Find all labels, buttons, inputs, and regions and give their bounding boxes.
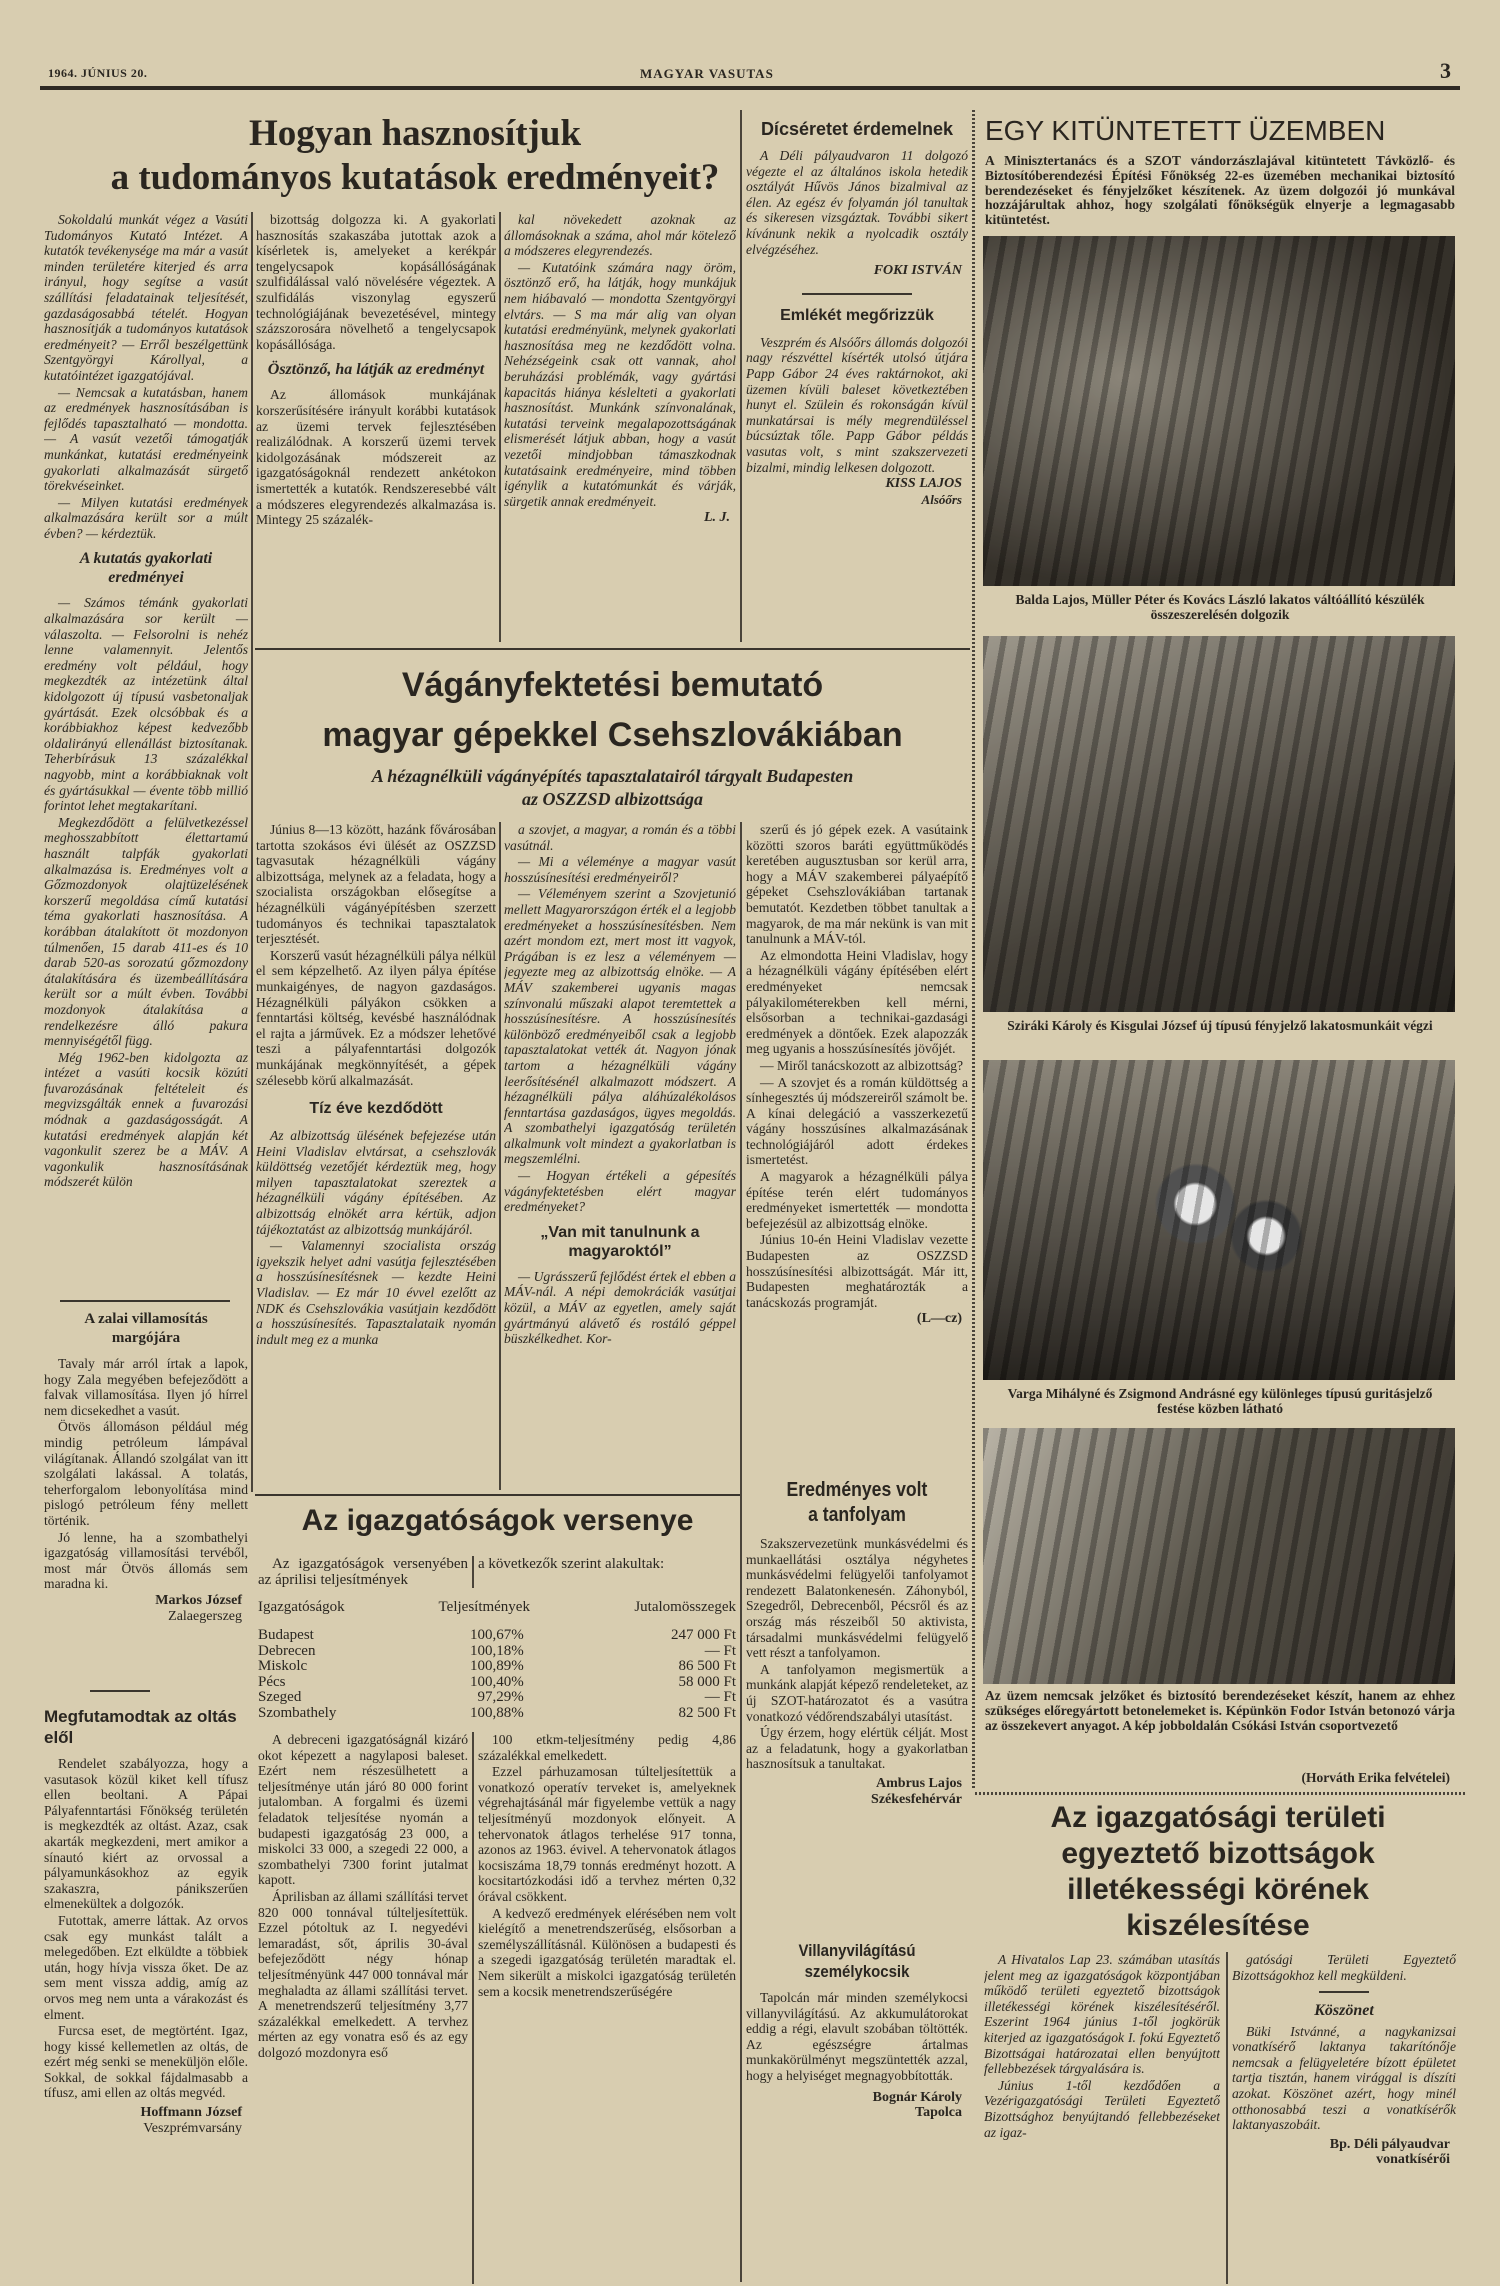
performance-value: 100,88% [469, 1704, 524, 1721]
paragraph-group [746, 822, 968, 1310]
performance-value: 100,18% [469, 1642, 524, 1659]
paragraph: — Kutatóink számára nagy öröm, ösztönző erő, ha látják, hogy munkájuk nem hiábavaló — mondotta Szentgyörgyi elvtárs. — S ma már alig van olyan kutatási eredményünk, melynek gyakorlati hasznosítása meg ne kezdődött volna. Nehézségeink csak ott vannak, ahol beruházási problémák, vagy gyártási kapacitás hiánya késlelteti a gyakorlati hasznosítást. Munkánk színvonalának, kutatási terveink megalapozottságának elismerését látjuk abban, hogy a vasút vezetői mindjobban támaszkodnak kutatásaink eredményeire, mind többen igénylik a kutatómunkát és várják, sürgetik annak eredményeit. [504, 259, 736, 509]
paragraph-group [256, 1128, 496, 1347]
paragraph: Az elmondotta Heini Vladislav, hogy a hézagnélküli vágány építésében elért eredményeket nemcsak pályakilométerekben kell mérni, elsősorban a technikai-gazdasági eredmények a döntőek. Ezek alapozzák meg ugyanis a hosszúsínesítés jövőjét. [746, 947, 968, 1057]
masthead-paper-name: MAGYAR VASUTAS [640, 66, 774, 81]
paragraph: Ötvös állomáson például még mindig petróleum lámpával világítanak. Állandó szolgálat van itt szolgálati lakással. A tolatás, teherforgalom lebonyolítása mind pislogó petróleum fény mellett történik. [44, 1419, 248, 1528]
paragraph: A magyarok a hézagnélküli pálya építése terén elért tudományos eredményeket ismertették — mondotta befejezésül az albizottság elnöke. [746, 1169, 968, 1231]
paragraph: — Valamennyi szocialista ország igyekszik helyet adni vasútja fejlesztésében a hosszúsínesítésnek — kezdte Heini Vladislav. — Ez már 10 évvel ezelőtt az NDK és Csehszlovákia vasútjain kezdődött a hosszúsínesítés. Tapasztalataik nyomán indult meg ez a munka [256, 1238, 496, 1347]
zala-title: A zalai villamosítás margójára [84, 1311, 208, 1346]
thanks-signature-2: vonatkísérői [1376, 2152, 1450, 2168]
paragraph: Az albizottság ülésének befejezése után Heini Vladislav elvtársat, a csehszlovák küldöttség vezetőjét kérdeztük meg, hogy milyen tapasztalatokat szereztek a hézagnélküli vágány építésében. Az albizottság elnökét arra kértük, adjon tájékoztatást az albizottság munkájáról. [256, 1128, 496, 1237]
committee-col-left [984, 1952, 1220, 2284]
performance-value: 100,40% [469, 1673, 524, 1690]
paragraph: Áprilisban az állami szállítási tervet 820 000 tonnával túlteljesítettük. Ezzel pótoltuk az I. negyedévi lemaradást, sőt, április 30-ával befejeződött négy hónap teljesítményünk 447 000 tonnával már meghaladta az állami szállítási tervet. A menetrendszerű teljesítmény 3,77 százalékkal emelkedett. A tervhez mérten az egy vonatra eső és az egy dolgozó mozdonyra eső [258, 1888, 468, 2060]
contest-table-header: Igazgatóságok Teljesítmények Jutalomösszegek [258, 1599, 736, 1615]
committee-headline: Az igazgatósági területi egyeztető bizottságok illetékességi körének kiszélesítése [1050, 1801, 1386, 1942]
research-col-1 [44, 212, 248, 1302]
reward-amount: — Ft [704, 1642, 736, 1659]
track-subtitle: A hézagnélküli vágányépítés tapasztalatairól tárgyalt Budapesten az OSZZSD albizottsága [371, 766, 854, 809]
memory-place: Alsóőrs [921, 491, 962, 507]
paragraph-group [746, 335, 968, 475]
vaccine-place: Veszprémvarsány [143, 2120, 242, 2136]
photo-caption-2: Sziráki Károly és Kisgulai József új típusú fényjelző lakatosmunkáit végzi [1007, 1018, 1433, 1033]
paragraph-group [44, 212, 248, 541]
course-place: Székesfehérvár [871, 1791, 962, 1807]
paragraph: — Milyen kutatási eredmények alkalmazására került sor a múlt évben? — kérdeztük. [44, 494, 248, 541]
paragraph-group [1232, 1952, 1456, 1983]
paragraph-group [984, 1952, 1220, 2140]
thanks-title: Köszönet [1314, 2001, 1374, 2019]
reward-amount: — Ft [704, 1689, 736, 1705]
paragraph: gatósági Területi Egyeztető Bizottságokhoz kell megküldeni. [1232, 1952, 1456, 1983]
paragraph: Jó lenne, ha a szombathelyi igazgatóság villamosítási tervéből, most már Ötvös állomás sem maradna ki. [44, 1529, 248, 1592]
directorate-name: Szombathely [258, 1704, 337, 1721]
photo-concrete-worker [983, 1428, 1455, 1684]
reward-amount: 82 500 Ft [678, 1704, 736, 1721]
contest-col-right [478, 1732, 736, 2284]
performance-value: 97,29% [477, 1689, 524, 1705]
contest-intro-left: Az igazgatóságok versenyében az áprilisi teljesítmények [258, 1556, 468, 1588]
paragraph: Sokoldalú munkát végez a Vasúti Tudományos Kutató Intézet. A kutatók tevékenysége ma már a vasút minden területére kiterjed és arra irányul, hogy segítse a vasút szállítási feladatainak teljesítését, gazdaságosabbá tételét. Hogyan hasznosítják a tudományos kutatások eredményeit? — Erről beszélgettünk Szentgyörgyi Károllyal, a kutatóintézet igazgatójával. [44, 212, 248, 383]
vaccine-signature: Hoffmann József [140, 2105, 242, 2121]
thanks-signature: Bp. Déli pályaudvar [1329, 2136, 1450, 2152]
paragraph-group [504, 212, 736, 509]
research-subheading: A kutatás gyakorlati eredményei [79, 550, 213, 587]
track-col-1 [256, 822, 496, 1490]
lighting-title: Villanyvilágítású személykocsik [798, 1941, 916, 1981]
paragraph: kal növekedett azoknak az állomásoknak a száma, ahol már kötelező a módszeres elegyrendezés. [504, 212, 736, 259]
contest-table-row [258, 1675, 736, 1691]
masthead-date: 1964. JÚNIUS 20. [48, 66, 148, 80]
praise-signature: FOKI ISTVÁN [873, 263, 962, 279]
directorate-name: Debrecen [258, 1642, 316, 1659]
paragraph: A debreceni igazgatóságnál kizáró okot képezett a nagylaposi baleset. Ezért nem részesülhetett a teljesítménye után járó 80 000 forint jutalomban. A forgalmi és üzemi feladatok teljesítése nyomán a budapesti igazgatóság 23 000, a miskolci 33 000, a szegedi 22 000, a szombathelyi 7300 forint jutalmat kapott. [258, 1732, 468, 1888]
paragraph: — A szovjet és a román küldöttség a sínhegesztés új módszereiről számolt be. A kínai delegáció a vasszerkezetű vágány hosszúsínes alkalmazásának technológiájáról adott érdekes ismertetést. [746, 1074, 968, 1168]
paragraph: szerű és jó gépek ezek. A vasútaink közötti szoros baráti együttműködés keretében augusztusban sor kerül arra, hogy a MÁV szakemberei pályaépítő gépeket Csehszlovákiában tartanak bemutatót. Kezdetben többet tanultak a magyarok, de ma már nekünk is van mit tanulnunk a MÁV-tól. [746, 822, 968, 947]
course-article [746, 1468, 968, 1918]
paragraph: — Hogyan értékeli a gépesítés vágányfektetésben elért magyar eredményeket? [504, 1168, 736, 1215]
page-number: 3 [1440, 58, 1451, 83]
paragraph-group [746, 148, 968, 257]
photo-credit: (Horváth Erika felvételei) [1301, 1770, 1450, 1785]
masthead-rule [40, 86, 1460, 90]
performance-value: 100,89% [469, 1658, 524, 1674]
memory-title: Emlékét megőrizzük [780, 306, 934, 324]
paragraph-group [44, 1356, 248, 1592]
memory-signature: KISS LAJOS [885, 476, 962, 492]
contest-table-row [258, 1706, 736, 1722]
paragraph: Korszerű vasút hézagnélküli pálya nélkül el sem képzelhető. Az ilyen pálya építése munkaigényes, de nagyon gazdaságos. Hézagnélküli pályákon csökken a fenntartási költség, kevésbé használódnak el rajta a járművek. Ez a módszer lehetővé teszi a pályafenntartási dolgozók munkájának megkönnyítését, a gépek szélesebb körű alkalmazását. [256, 947, 496, 1088]
contest-table [258, 1600, 736, 1721]
contest-intro-right: a következők szerint alakultak: [478, 1556, 665, 1572]
paragraph-group [504, 1269, 736, 1347]
contest-col-left [258, 1732, 468, 2284]
track-col-3 [746, 822, 968, 1460]
zala-article [44, 1306, 248, 1676]
paragraph-group [478, 1732, 736, 1999]
paragraph: — Számos témánk gyakorlati alkalmazására sor került — válaszolta. — Felsorolni is nehéz lenne valamennyit. Jelentős eredmény volt például, hogy megkezdték az intézetünk által kidolgozott új típusú vasbetonaljak gyártását. Ezek olcsóbbak és a korábbiakhoz képest kedvezőbb oldalirányú ellenállást biztosítanak. Teherbírásuk 13 százalékkal nagyobb, mint a korábbiaknak volt és gyártásukkal — évente több millió forintot lehet megtakarítani. [44, 595, 248, 814]
performance-value: 100,67% [469, 1627, 524, 1643]
directorate-name: Miskolc [258, 1658, 308, 1674]
paragraph: Az állomások munkájának korszerűsítésére irányult korábbi kutatások az üzemi tervek fejlesztésében realizálódnak. A korszerű üzemi tervek kidolgozásának módszereit az igazgatóságoknál rendezett ankétokon ismertették a kutatók. Rendszeresebbé vált a módszeres elegyrendezés alkalmazása is. Mintegy 25 százalék- [256, 387, 496, 528]
paragraph-group [746, 1536, 968, 1772]
paragraph-group [256, 387, 496, 527]
paragraph: Szakszervezetünk munkásvédelmi és munkaellátási osztálya négyhetes munkásvédelmi felügyelői tanfolyamot rendezett Balatonkenesén. Záhonyból, Szegedről, Debrecenből, Pécsről és az ország más részeiből 50 aktivista, társadalmi munkásvédelmi felügyelő vett részt a tanfolyamon. [746, 1536, 968, 1661]
paragraph: A Déli pályaudvaron 11 dolgozó végezte el az általános iskola hetedik osztályát Hűvös János bizalmival az élen. Az egész év folyamán jól tanultak és sikeresen vizsgáztak. További sikert kívánunk nekik a nyolcadik osztály elvégzéséhez. [746, 148, 968, 257]
paragraph: Június 1-től kezdődően a Vezérigazgatósági Területi Egyeztető Bizottsághoz benyújtandó fellebbezéseket az igaz- [984, 2077, 1220, 2140]
photo-caption-4: Az üzem nemcsak jelzőket és biztosító berendezéseket készít, hanem az ehhez szükséges előregyártott betonelemeket is. Képünkön Fodor István betonozó várja az összekevert anyagot. A kép jobboldalán Csókási István csoportvezető [985, 1688, 1455, 1733]
paragraph: — Nemcsak a kutatásban, hanem az eredmények hasznosításában is fejlődés tapasztalható — mondotta. — A vasút vezetői támogatják munkánkat, kutatási eredményeink gyakorlati alkalmazását sürgető törekvéseinket. [44, 384, 248, 494]
track-signature: (L—cz) [916, 1311, 962, 1327]
zala-signature: Markos József [155, 1592, 242, 1608]
paragraph: Június 8—13 között, hazánk fővárosában tartotta szokásos évi ülését az OSZZSD tagvasutak hézagnélküli vágány albizottsága, melynek az a feladata, hogy a szocialista országokban elősegítse a hézagnélküli vágányépítésben szerzett tudományos és technikai tapasztalatok terjesztését. [256, 822, 496, 947]
photo-caption-1: Balda Lajos, Müller Péter és Kovács László lakatos váltóállító készülék összeszerelésén dolgozik [1015, 592, 1425, 622]
zala-place: Zalaegerszeg [168, 1608, 242, 1624]
research-col-2 [256, 212, 496, 642]
committee-col-right [1232, 1952, 1456, 2284]
paragraph: Futottak, amerre láttak. Az orvos csak egy munkást talált a melegedőben. Ezt elküldte a többiek után, hogy hívja vissza őket. De az sem ment vissza addig, amíg az orvos meg nem unta a várakozást és elment. [44, 1912, 248, 2022]
contest-table-row [258, 1690, 736, 1706]
contest-table-row [258, 1659, 736, 1675]
photo-signal-lights [983, 1060, 1455, 1380]
paragraph: Rendelet szabályozza, hogy a vasutasok közül kiket kell tífusz ellen beoltani. A Pápai Pályafenntartási Főnökség területén is megkezdték az oltást. Azaz, csak akarták megkezdeni, mert amikor a sínautó kiért az orvossal a pályamunkásokhoz az egyik szakaszra, pánikszerűen elmenekültek a dolgozók. [44, 1756, 248, 1912]
reward-amount: 58 000 Ft [678, 1673, 736, 1690]
contest-title: Az igazgatóságok versenye [301, 1504, 694, 1537]
paragraph: Június 10-én Heini Vladislav vezette Budapesten az OSZZSD hosszúsínesítési albizottságát. Már itt, Budapesten meghatározták a tanácskozás programját. [746, 1232, 968, 1310]
research-title-line2: a tudományos kutatások eredményeit? [110, 157, 720, 198]
directorate-name: Budapest [258, 1627, 314, 1643]
paragraph: Megkezdődött a felülvetkezéssel meghosszabbított élettartamú használt talpfák gyakorlati alkalmazása is. Eredményes volt a Gőzmozdonyok olajtüzelésének korszerű megoldása című kutatási téma gyakorlati hasznosítása. A korábban átalakított öt mozdonyon túlmenően, 15 darab 411-es és 10 darab 520-as sorozatú gőzmozdony átalakítására és üzembeállítására került sor a múlt évben. További mozdonyok átalakítása a rendelkezésre álló pakura mennyiségétől függ. [44, 814, 248, 1049]
paragraph: A Hivatalos Lap 23. számában utasítás jelent meg az igazgatóságok központjában működő területi egyeztető bizottságok illetékességi körének kiszélesítéséről. Eszerint 1964 június 1-től jogkörük kiterjed az igazgatóságok I. fokú Egyeztető Bizottságai határozatai ellen benyújtott fellebbezések tárgyalására is. [984, 1952, 1220, 2077]
paragraph: — Miről tanácskozott az albizottság? [760, 1057, 964, 1073]
paragraph: a szovjet, a magyar, a román és a többi vasútnál. [504, 822, 736, 853]
plant-title: EGY KITÜNTETETT ÜZEMBEN [985, 115, 1386, 146]
paragraph: A kedvező eredmények elérésében nem volt kielégítő a menetrendszerűség, elsősorban a személyszállításnál. Különösen a budapesti és a szegedi igazgatóság területén maradtak el. Nem sikerült a miskolci igazgatóság területén sem a kocsik menetrendszerűségére [478, 1905, 736, 1999]
paragraph-group [258, 1732, 468, 2060]
lighting-signature: Bognár Károly [872, 2089, 962, 2105]
paragraph: bizottság dolgozza ki. A gyakorlati hasznosítás szakaszába jutottak azok a kísérletek is, amelyeket a kerékpár tengelycsapok kopásállóságának szulfidálással való növelésére végeztek. A szulfidálás viszonylag egyszerű technológiájának bevezetésével, mintegy százszorosára növelhető a tengelycsapok kopásállósága. [256, 212, 496, 352]
paragraph: A tanfolyamon megismertük a munkánk alapját képező rendeleteket, az új SZOT-határozatot és a vasútra vonatkozó védőrendszabályi utasítást. [746, 1661, 968, 1724]
paragraph-group [256, 212, 496, 352]
praise-column [746, 112, 968, 642]
paragraph: Veszprém és Alsóőrs állomás dolgozói nagy részvéttel kísérték utolsó útjára Papp Gábor 24 éves raktárnokot, aki üzemen kívüli baleset következtében hunyt el. Szülein és rokonságán kívül munkatársai is mély megrendüléssel búcsúztak tőle. Papp Gábor példás vasutas volt, s mint szakszervezeti bizalmi, mindig lelkesen dolgozott. [746, 334, 968, 475]
paragraph-group [44, 595, 248, 1190]
paragraph: 100 etkm-teljesítmény pedig 4,86 százalékkal emelkedett. [478, 1732, 736, 1763]
paragraph: — Véleményem szerint a Szovjetunió mellett Magyarországon érték el a legjobb eredményeket a hosszúsínesítésben. Nem azért mondom ezt, mert most itt vagyok, Prágában is ez lesz a véleményem — jegyezte meg az albizottság elnöke. — A MÁV szakemberei ugyanis magas színvonalú műszaki alapot teremtettek a hosszúsínesítésre. A hosszúsínesítés különböző eredményeiből csak a legjobb tapasztalatokat vették át. Nagyon jónak tartom a hézagnélküli vágány leerősítésénél alkalmazott módszert. A hézagnélküli pálya aláhúzalékolásos fenntartása gazdaságos, ügyes megoldás. A szombathelyi igazgatóság területén alkalmunk volt mindezt a gyakorlatban is megszemlélni. [504, 886, 736, 1167]
reward-amount: 247 000 Ft [670, 1627, 736, 1643]
course-title: Eredményes volt a tanfolyam [786, 1479, 928, 1526]
paragraph-group [504, 822, 736, 1215]
photo-signal-locksmiths [983, 636, 1455, 1012]
directorate-name: Szeged [258, 1689, 302, 1705]
track-subheading-2: „Van mit tanulnunk a magyaroktól” [540, 1223, 700, 1260]
vaccine-title: Megfutamodtak az oltás elől [44, 1707, 237, 1747]
plant-intro: A Minisztertanács és a SZOT vándorzászlajával kitüntetett Távközlő- és Biztosítóberendezési Építési Főnökség 22-es üzemében mechanikai biztosító berendezéseket és fényjelzőket készítenek. Az üzem dolgozói jó munkával hozzájárultak ahhoz, hogy szolgálati főnökségük elnyerje a legmagasabb kitüntetést. [985, 153, 1455, 228]
track-headline: Vágányfektetési bemutató magyar gépekkel Csehszlovákiában [322, 666, 903, 754]
research-headline [90, 112, 740, 200]
paragraph: — Ugrásszerű fejlődést értek el ebben a MÁV-nál. A népi demokráciák vasútjai közül, a MÁV az egyetlen, amely saját gyártmányú alávető és rostáló géppel büszkélkedhet. Kor- [504, 1268, 736, 1347]
lighting-article [746, 1930, 968, 2280]
paragraph-group [44, 1756, 248, 2101]
directorate-name: Pécs [258, 1673, 286, 1690]
research-subheading-2: Ösztönző, ha látják az eredményt [267, 361, 485, 379]
track-col-2 [504, 822, 736, 1490]
course-signature: Ambrus Lajos [876, 1775, 962, 1791]
paragraph: Úgy érzem, hogy elértük célját. Most az a feladatunk, hogy a gyakorlatban hasznosítsuk a tanultakat. [746, 1725, 968, 1772]
research-signature: L. J. [703, 510, 730, 526]
paragraph-group [1232, 2024, 1456, 2133]
paragraph: Büki Istvánné, a nagykanizsai vonatkísérő laktanya takarítónője nemcsak a felügyeletére bízott épületet tartja tisztán, hanem virággal is díszíti azokat. Köszönet azért, hogy minél otthonosabbá teszi a vonatkísérők laktanyaszobáit. [1232, 2023, 1456, 2133]
track-subheading-1: Tíz éve kezdődött [309, 1100, 443, 1118]
contest-table-row [258, 1628, 736, 1644]
lighting-place: Tapolca [915, 2105, 962, 2121]
research-col-3 [504, 212, 736, 642]
reward-amount: 86 500 Ft [678, 1658, 736, 1674]
paragraph-group [256, 822, 496, 1088]
paragraph: Tapolcán már minden személykocsi villanyvilágítású. Az akkumulátorokat eddig a régi, elavult szobában töltötték. Az egészségre ártalmas munkakörülményt megszüntették azzal, hogy a helyiséget megnagyobbították. [746, 1990, 968, 2083]
vaccine-article [44, 1706, 248, 2282]
paragraph-group [746, 1990, 968, 2084]
paragraph: Furcsa eset, de megtörtént. Igaz, hogy kissé kellemetlen az oltás, de ezért még senki se meneküljön előle. Sokkal, de sokkal fájdalmasabb a tífusz, ami ellen az oltás megvéd. [44, 2023, 248, 2101]
paragraph: Tavaly már arról írtak a lapok, hogy Zala megyében befejeződött a falvak villamosítása. Ilyen jó hírrel nem dicsekedhet a vasút. [44, 1356, 248, 1418]
praise-title: Dícséretet érdemelnek [760, 119, 954, 139]
paragraph: Még 1962-ben kidolgozta az intézet a vasúti kocsik közúti fuvarozásának feltételeit és megvizsgálták ennek a fuvarozási módnak a gazdaságosságát. A kutatási eredmények alapján két vagonkulit szerez be a MÁV. A vagonkulik hasznosításának módszerét külön [44, 1049, 248, 1190]
research-title-line1: Hogyan hasznosítjuk [248, 113, 582, 154]
paragraph: Ezzel párhuzamosan túlteljesítettük a vonatkozó operatív terveket is, amelyeknek végrehajtásánál már figyelembe vettük a nagy teljesítményű mozdonyok előnyeit. A tehervonatok átlagos terhelése 917 tonna, azonos az 1963. évivel. A tehervonatok átlagos kocsiszáma 18,79 tonnás eredményt hozott. A kocsitartózkodási idő a tervhez mérten 0,32 órával csökkent. [478, 1764, 736, 1904]
paragraph: — Mi a véleménye a magyar vasút hosszúsínesítési eredményeiről? [504, 854, 736, 885]
photo-caption-3: Varga Mihályné és Zsigmond Andrásné egy különleges típusú guritásjelző festése közben látható [1007, 1386, 1433, 1416]
photo-assembly-workers [983, 236, 1455, 586]
contest-table-row [258, 1644, 736, 1660]
